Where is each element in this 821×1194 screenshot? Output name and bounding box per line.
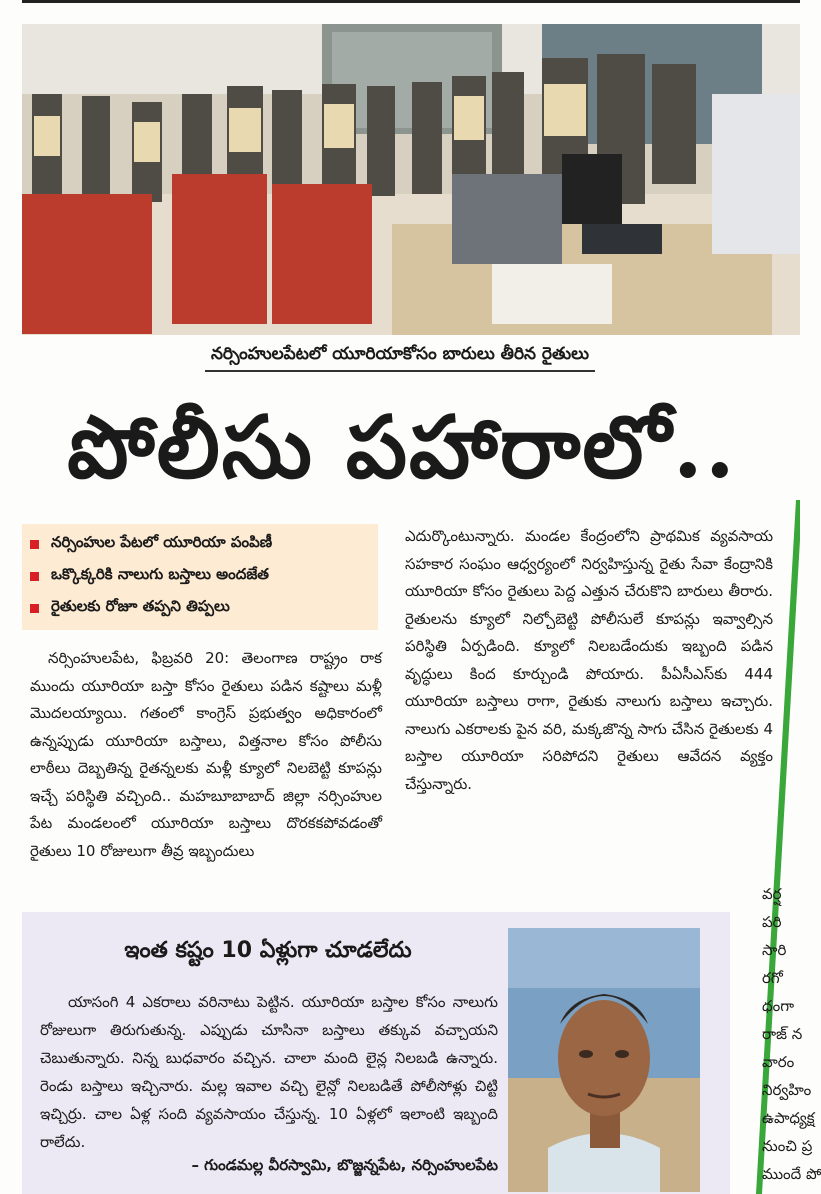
article-paragraph: ఎదుర్కొంటున్నారు. మండల కేంద్రంలోని ప్రాథమిక వ్యవసాయ సహకార సంఘం ఆధ్వర్యంలో నిర్వహిస్తున్న రైతు సేవా కేంద్రానికి యూరియా కోసం రైతులు పెద్ద ఎత్తున చేరుకొని బారులు తీరారు. రైతులను క్యూలో నిల్చోబెట్టి పోలీసులే కూపన్లు ఇవ్వాల్సిన పరిస్థితి ఏర్పడింది. క్యూలో నిలబడేందుకు ఇబ్బంది పడిన వృద్ధులు కింద కూర్చుండి పోయారు. పీఏసీఎస్‌కు 444 యూరియా బస్తాలు రాగా, రైతుకు నాలుగు బస్తాలు ఇచ్చారు. నాలుగు ఎకరాలకు పైన వరి, మక్కజొన్న సాగు చేసిన రైతులకు 4 బస్తాల యూరియా సరిపోదని రైతులు ఆవేదన వ్యక్తం చేస్తున్నారు. [405, 527, 773, 793]
highlight-item [30, 560, 370, 592]
edge-line: రగో [762, 969, 783, 987]
edge-line: వర్ష [762, 885, 782, 903]
edge-line: రాజ్ న [762, 1025, 803, 1043]
highlight-item [30, 592, 370, 624]
edge-line: ధంగా [762, 997, 795, 1015]
edge-line: సారి [762, 941, 787, 959]
headline: పోలీసు పహారాలో.. [67, 397, 737, 498]
top-rule [22, 0, 800, 3]
edge-line: ముందే పో [762, 1165, 821, 1183]
article-column-1 [30, 645, 382, 865]
edge-line: నిర్వహిం [762, 1081, 812, 1099]
quote-box-title: ఇంత కష్టం 10 ఏళ్లుగా చూడలేదు [124, 938, 412, 963]
highlights-box [22, 524, 378, 630]
article-column-2 [405, 523, 773, 798]
edge-line: వారం [762, 1053, 795, 1071]
photo-caption [0, 344, 800, 372]
quote-box-text [40, 988, 498, 1156]
quote-paragraph: యాసంగి 4 ఎకరాలు వరినాటు పెట్టిన. యూరియా బస్తాల కోసం నాలుగు రోజులుగా తిరుగుతున్న. ఎప్పుడు చూసినా బస్తాలు తక్కువ వచ్చాయని చెబుతున్నారు. నిన్న బుధవారం వచ్చిన. చాలా మంది లైన్ల నిలబడి ఉన్నారు. రెండు బస్తాలు ఇచ్చినారు. మల్ల ఇవాల వచ్చి లైన్లో నిలబడితే పోలీసోళ్లు చిట్టి ఇచ్చిర్రు. చాల ఏళ్ల సంది వ్యవసాయం చేస్తున్న. 10 ఏళ్లలో ఇలాంటి ఇబ్బంది రాలేదు. [40, 993, 498, 1151]
news-photo [22, 24, 800, 335]
bullet-square-icon [30, 604, 39, 613]
edge-line: పరి [762, 913, 782, 931]
edge-line: ఉపాధ్యక్ష [762, 1109, 815, 1127]
adjacent-article-edge [762, 880, 821, 1188]
article-paragraph: నర్సింహులపేట, ఫిబ్రవరి 20: తెలంగాణ రాష్ట్రం రాక ముందు యూరియా బస్తా కోసం రైతులు పడిన కష్టాలు మళ్లీ మొదలయ్యాయి. గతంలో కాంగ్రెస్ ప్రభుత్వం అధికారంలో ఉన్నప్పుడు యూరియా బస్తాలు, విత్తనాల కోసం పోలీసు లాఠీలు దెబ్బతిన్న రైతన్నలకు మళ్లీ క్యూలో నిలబెట్టి కూపన్లు ఇచ్చే పరిస్థితి వచ్చింది.. మహబూబాబాద్ జిల్లా నర్సింహుల పేట మండలంలో యూరియా బస్తాలు దొరకకపోవడంతో రైతులు 10 రోజులుగా తీవ్ర ఇబ్బందులు [30, 649, 382, 860]
quote-signature: – గుండమల్ల వీరస్వామి, బొజ్జన్నపేట, నర్సింహులపేట [191, 1156, 498, 1174]
highlight-text: నర్సింహుల పేటలో యూరియా పంపిణీ [51, 533, 273, 551]
highlight-item [30, 528, 370, 560]
farmer-portrait [508, 928, 700, 1192]
bullet-square-icon [30, 572, 39, 581]
bullet-square-icon [30, 540, 39, 549]
highlight-text: రైతులకు రోజూ తప్పని తిప్పలు [51, 597, 230, 615]
highlight-text: ఒక్కొక్కరికి నాలుగు బస్తాలు అందజేత [51, 565, 269, 583]
photo-caption-text: నర్సింహులపేటలో యూరియాకోసం బారులు తీరిన రైతులు [205, 344, 595, 372]
edge-line: నుంచి ప్ర [762, 1137, 813, 1155]
